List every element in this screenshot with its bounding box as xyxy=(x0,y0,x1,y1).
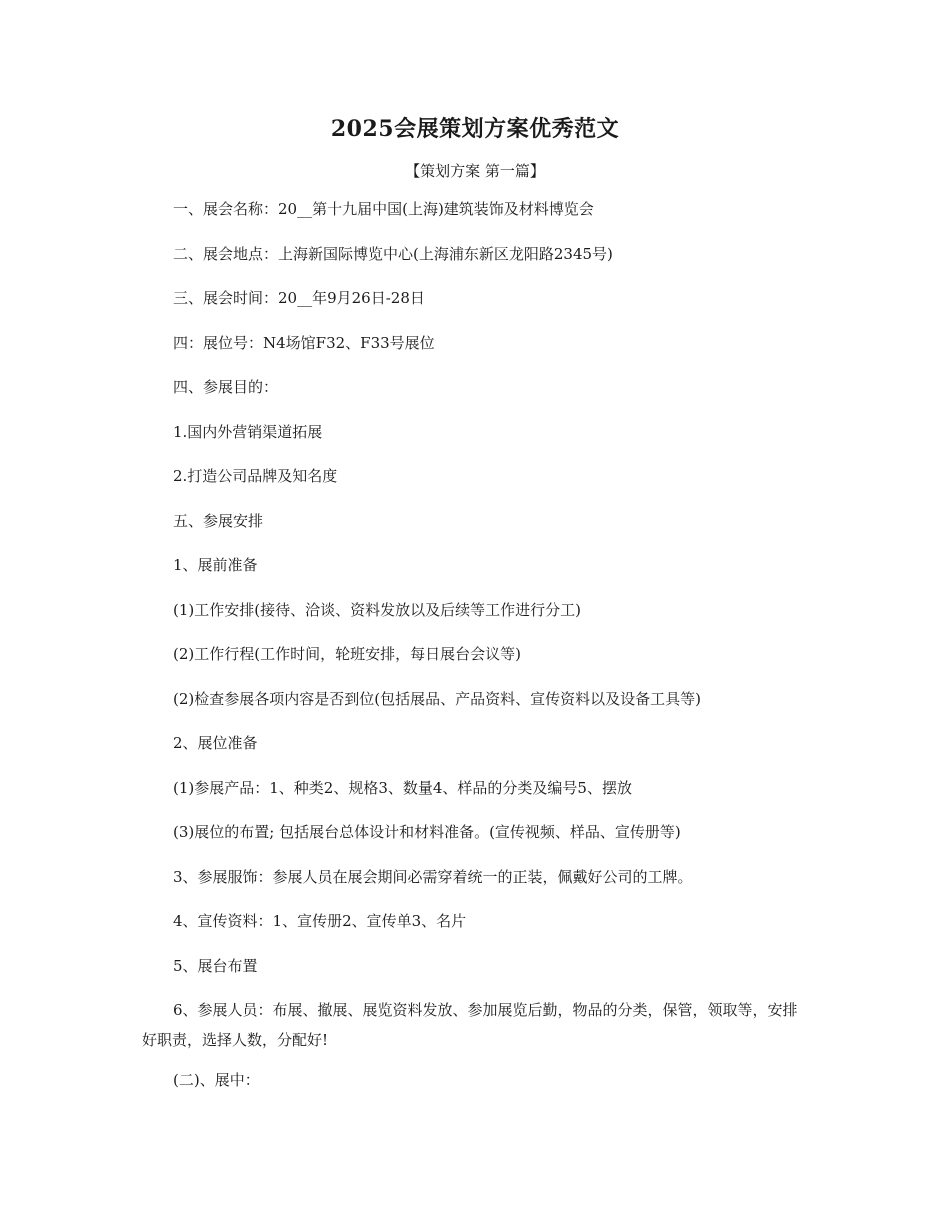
paragraph: (3)展位的布置; 包括展台总体设计和材料准备。(宣传视频、样品、宣传册等) xyxy=(173,823,681,841)
paragraph: 四、参展目的： xyxy=(173,378,279,396)
paragraph: 二、展会地点：上海新国际博览中心(上海浦东新区龙阳路2345号) xyxy=(173,244,613,263)
paragraph: 三、展会时间：20__年9月26日-28日 xyxy=(173,289,425,307)
paragraph: (1)工作安排(接待、洽谈、资料发放以及后续等工作进行分工) xyxy=(173,600,581,619)
paragraph: 1、展前准备 xyxy=(173,556,258,574)
paragraph: 6、参展人员：布展、撤展、展览资料发放、参加展览后勤，物品的分类，保管，领取等，安排好职责，选择人数，分配好! xyxy=(142,1001,798,1049)
paragraph: 2.打造公司品牌及知名度 xyxy=(173,467,338,485)
paragraph: 4、宣传资料：1、宣传册2、宣传单3、名片 xyxy=(173,912,467,930)
paragraph: 一、展会名称：20__第十九届中国(上海)建筑装饰及材料博览会 xyxy=(173,200,594,218)
document-title: 2025会展策划方案优秀范文 xyxy=(330,116,620,142)
paragraph: 1.国内外营销渠道拓展 xyxy=(173,422,323,441)
paragraph: 5、展台布置 xyxy=(173,956,258,975)
document-body xyxy=(142,198,810,1114)
document-subtitle: 【策划方案 第一篇】 xyxy=(405,162,545,180)
paragraph: 3、参展服饰：参展人员在展会期间必需穿着统一的正装，佩戴好公司的工牌。 xyxy=(173,867,693,886)
paragraph: (2)工作行程(工作时间，轮班安排，每日展台会议等) xyxy=(173,645,521,663)
paragraph: 四：展位号：N4场馆F32、F33号展位 xyxy=(173,333,435,352)
paragraph: 五、参展安排 xyxy=(173,511,264,530)
paragraph: (二)、展中： xyxy=(173,1071,260,1089)
paragraph: 2、展位准备 xyxy=(173,734,258,752)
paragraph: (2)检查参展各项内容是否到位(包括展品、产品资料、宣传资料以及设备工具等) xyxy=(173,689,701,708)
paragraph: (1)参展产品：1、种类2、规格3、数量4、样品的分类及编号5、摆放 xyxy=(173,778,632,797)
